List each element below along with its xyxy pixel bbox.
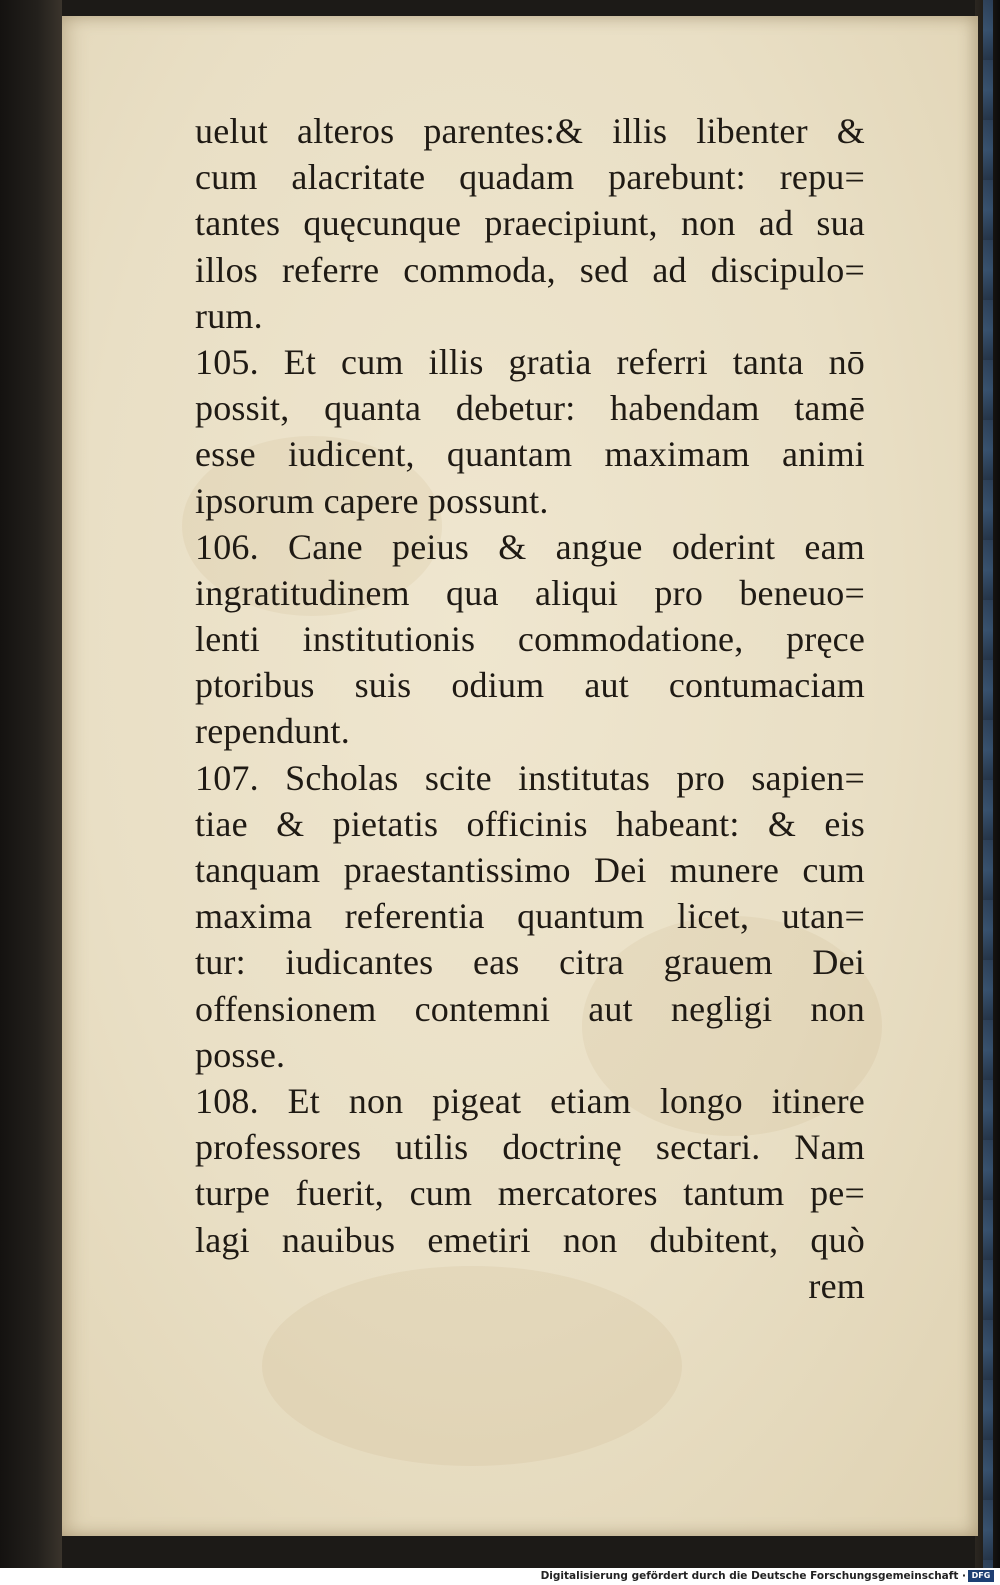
text-line: 105. Et cum illis gratia referri tanta nō <box>195 341 865 382</box>
text-line: tur: iudicantes eas citra grauem Dei <box>195 942 865 983</box>
text-line: lagi nauibus emetiri non dubitent, quò <box>195 1219 865 1260</box>
text-line: 106. Cane peius & angue oderint eam <box>195 526 865 567</box>
funding-credit: Digitalisierung gefördert durch die Deutsche Forschungsgemeinschaft · <box>540 1570 966 1582</box>
text-line: tantes quęcunque praecipiunt, non ad sua <box>195 203 865 244</box>
book-left-edge <box>0 0 62 1568</box>
text-line: possit, quanta debetur: habendam tamē <box>195 388 865 429</box>
text-line: cum alacritate quadam parebunt: repu= <box>195 157 865 198</box>
text-line: posse. <box>195 1034 286 1075</box>
color-strip <box>983 0 993 1568</box>
text-line: lenti institutionis commodatione, pręce <box>195 619 865 660</box>
text-line: ingratitudinem qua aliqui pro beneuo= <box>195 572 865 613</box>
text-line: professores utilis doctrinę sectari. Nam <box>195 1127 865 1168</box>
text-line: 108. Et non pigeat etiam longo itinere <box>195 1080 865 1121</box>
text-line: uelut alteros parentes:& illis libenter & <box>195 111 865 151</box>
text-line: 107. Scholas scite institutas pro sapien= <box>195 757 865 798</box>
book-right-edge <box>975 0 1000 1568</box>
text-line: offensionem contemni aut negligi non <box>195 988 865 1029</box>
page-text <box>195 108 865 1309</box>
text-line: illos referre commoda, sed ad discipulo= <box>195 249 865 290</box>
text-line: maxima referentia quantum licet, utan= <box>195 896 865 937</box>
text-line: tiae & pietatis officinis habeant: & eis <box>195 803 865 844</box>
text-line: rum. <box>195 295 263 336</box>
text-line: esse iudicent, quantam maximam animi <box>195 434 865 475</box>
text-line: turpe fuerit, cum mercatores tantum pe= <box>195 1173 865 1214</box>
text-line: rependunt. <box>195 711 350 752</box>
dfg-logo: DFG <box>968 1570 994 1582</box>
text-line: ipsorum capere possunt. <box>195 480 549 521</box>
text-line: ptoribus suis odium aut contumaciam <box>195 665 865 706</box>
catchword: rem <box>808 1265 865 1306</box>
text-line: tanquam praestantissimo Dei munere cum <box>195 850 865 890</box>
